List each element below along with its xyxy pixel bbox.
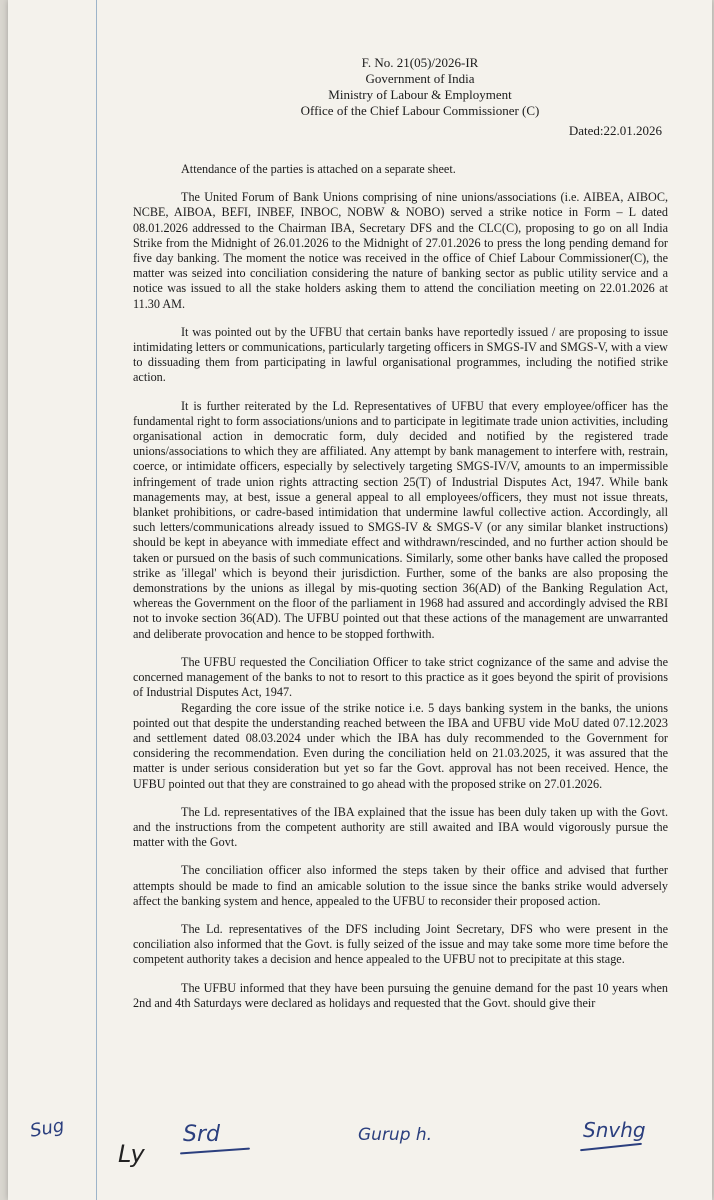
paragraph-conciliation-officer: The conciliation officer also informed the steps taken by their office and advised that further attempts should be made to find an amicable solution to the issue since the banks strike would adversely affect the banking system and hence, appealed to the UFBU to reconsider their proposed action.	[133, 863, 668, 908]
document-date: Dated:22.01.2026	[568, 123, 662, 138]
signature-5: Snvhg	[583, 1118, 646, 1142]
signature-4: Gurup h.	[358, 1125, 433, 1145]
government-name: Government of India	[365, 71, 475, 86]
document-body	[133, 162, 668, 1024]
paragraph-ufbu-request: The UFBU requested the Conciliation Officer to take strict cognizance of the same and advise the concerned management of the banks to not to resort to this practice as it goes beyond the spirit of provisions of Industrial Disputes Act, 1947.	[133, 654, 668, 700]
ministry-name: Ministry of Labour & Employment	[328, 87, 512, 102]
office-name: Office of the Chief Labour Commissioner (C)	[300, 103, 540, 118]
margin-line	[96, 0, 97, 1200]
paragraph-dfs-representatives: The Ld. representatives of the DFS including Joint Secretary, DFS who were present in the conciliation also informed that the Govt. is fully seized of the issue and may take some more time before the competent authority takes a decision and hence appealed to the UFBU not to precipitate at this stage.	[133, 921, 668, 967]
signature-stroke	[580, 1143, 642, 1151]
paragraph-ufbu-informed: The UFBU informed that they have been pursuing the genuine demand for the past 10 years when 2nd and 4th Saturdays were declared as holidays and requested that the Govt. should give their	[133, 980, 668, 1010]
paragraph-intimidating-letters: It was pointed out by the UFBU that certain banks have reportedly issued / are proposing to issue intimidating letters or communications, particularly targeting officers in SMGS-IV and SMGS-V, with a view to dissuading them from participating in lawful organisational programmes, including the notified strike action.	[133, 324, 668, 385]
document-page	[8, 0, 712, 1200]
signature-2: Ly	[118, 1140, 145, 1168]
paragraph-core-issue: Regarding the core issue of the strike notice i.e. 5 days banking system in the banks, the unions pointed out that despite the understanding reached between the IBA and UFBU vide MoU dated 07.12.2023 and settlement dated 08.03.2024 under which the IBA has duly recommended to the Government for considering the recommendation. Even during the conciliation held on 21.03.2025, it was assured that the matter is under serious consideration but yet so far the Govt. approval has not been received. Hence, the UFBU pointed out that they are constrained to go ahead with the proposed strike on 27.01.2026.	[133, 700, 668, 791]
file-number: F. No. 21(05)/2026-IR	[361, 55, 479, 70]
paragraph-attendance: Attendance of the parties is attached on a separate sheet.	[181, 162, 456, 176]
paragraph-iba-explanation: The Ld. representatives of the IBA explained that the issue has been duly taken up with the Govt. and the instructions from the competent authority are still awaited and IBA would vigorously pursue the matter with the Govt.	[133, 804, 668, 850]
signature-stroke	[180, 1148, 250, 1155]
paragraph-strike-notice: The United Forum of Bank Unions comprising of nine unions/associations (i.e. AIBEA, AIBOC, NCBE, AIBOA, BEFI, INBEF, INBOC, NOBW & NOBO) served a strike notice in Form – L dated 08.01.2026 addressed to the Chairman IBA, Secretary DFS and the CLC(C), proposing to go on all India Strike from the Midnight of 26.01.2026 to the Midnight of 27.01.2026 to press the long pending demand for five day banking. The moment the notice was received in the office of Chief Labour Commissioner(C), the matter was seized into conciliation considering the nature of banking sector as public utility service and a notice was issued to all the stake holders asking them to attend the conciliation meeting on 22.01.2026 at 11.30 AM.	[133, 190, 668, 311]
signature-3: Srd	[183, 1122, 220, 1147]
letterhead	[8, 55, 712, 119]
signature-1: Sug	[28, 1115, 66, 1142]
paragraph-trade-union-rights: It is further reiterated by the Ld. Representatives of UFBU that every employee/officer has the fundamental right to form associations/unions and to participate in legitimate trade union activities, including organisational action in democratic form, duly decided and notified by the registered trade unions/associations to which they are affiliated. Any attempt by bank management to interfere with, restrain, coerce, or intimidate officers, especially by selectively targeting SMGS-IV/V, amounts to an impermissible infringement of trade union rights attracting section 25(T) of Industrial Disputes Act, 1947. While bank managements may, at best, issue a general appeal to all employees/officers, they must not issue threats, blanket prohibitions, or cadre-based intimidation that undermine lawful collective action. Accordingly, all such letters/communications already issued to SMGS-IV & SMGS-V (or any similar blanket instructions) should be kept in abeyance with immediate effect and withdrawn/rescinded, and no further action should be taken or pursued on the basis of such communications. Similarly, some other banks have called the proposed strike as 'illegal' which is beyond their jurisdiction. Further, some of the banks are also proposing the demonstrations by the unions as illegal by mis-quoting section 36(AD) of the Banking Regulation Act, whereas the Government on the floor of the parliament in 1968 had assured and accordingly advised the RBI not to invoke section 36(AD). The UFBU pointed out that these actions of the management are unwarranted and deliberate provocation and hence to be stopped forthwith.	[133, 398, 668, 641]
